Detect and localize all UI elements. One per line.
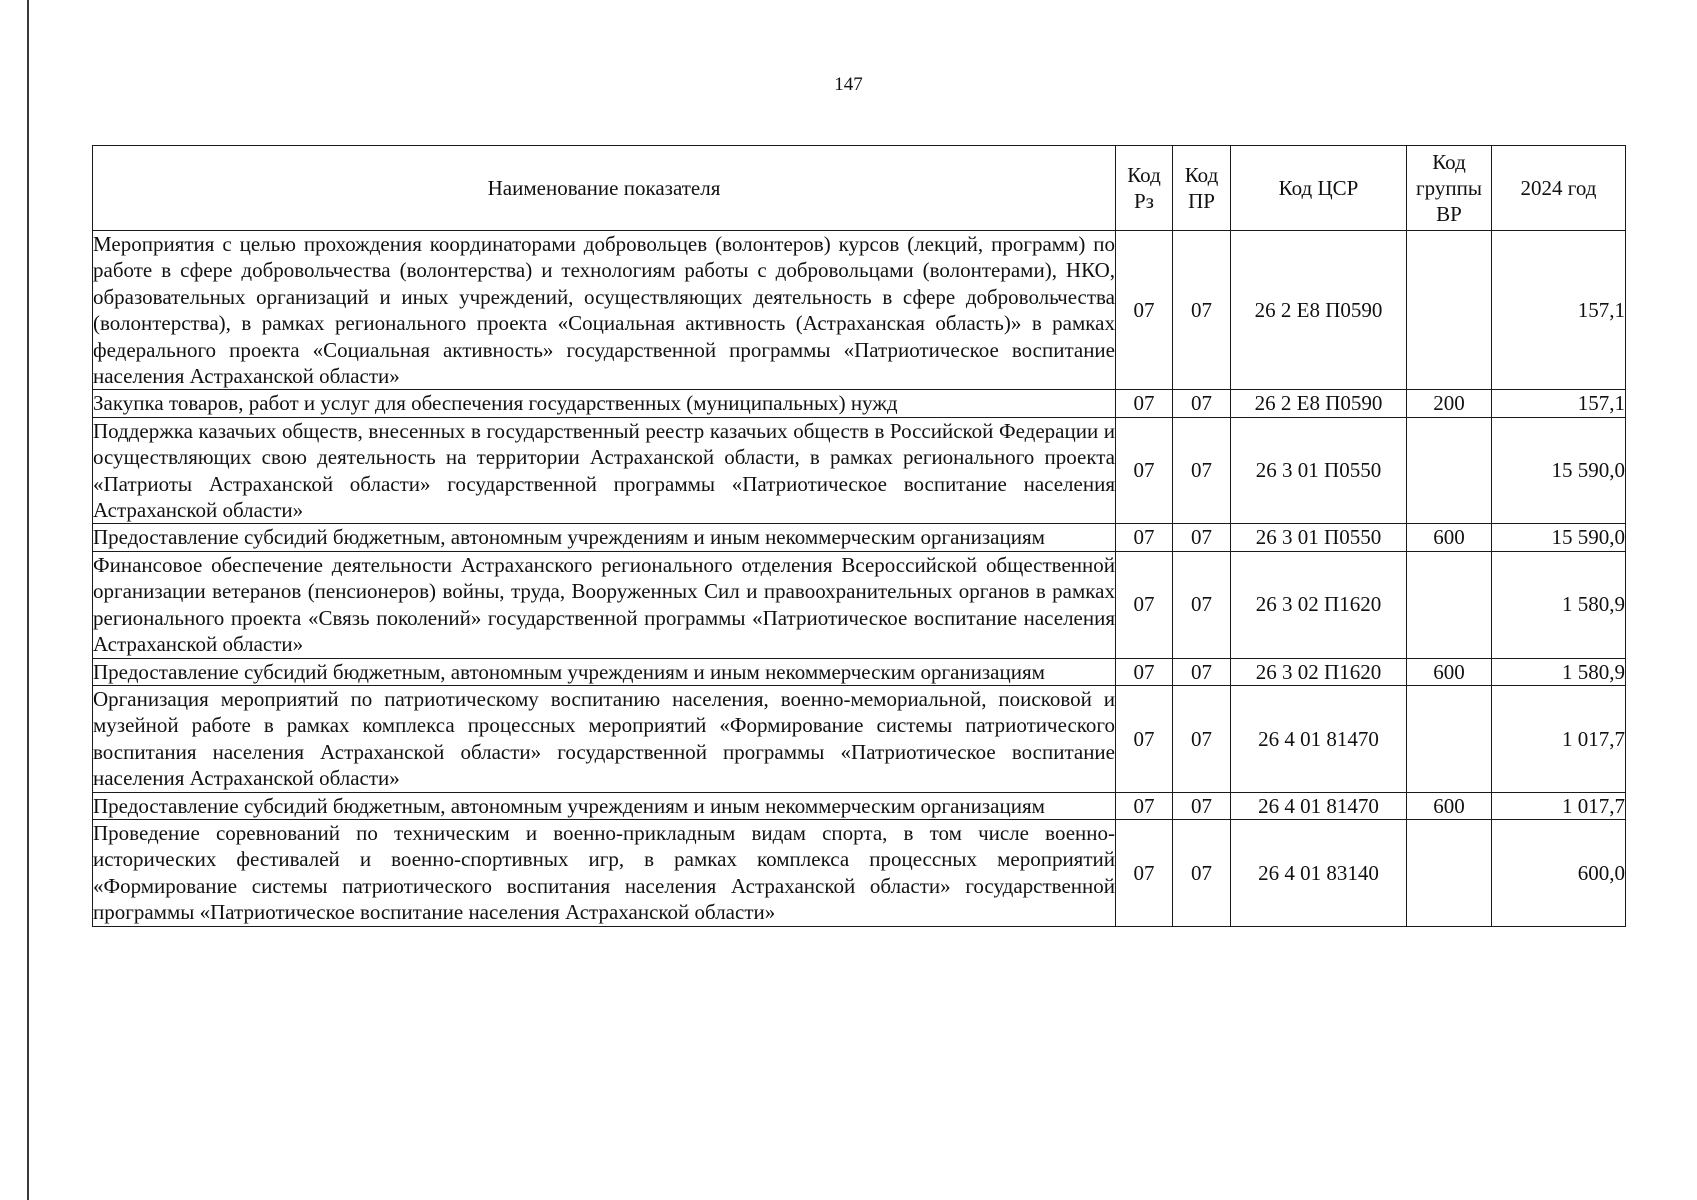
row-csr: 26 4 01 81470: [1231, 792, 1407, 819]
table-row: [93, 524, 1626, 551]
row-amount: 1 017,7: [1492, 685, 1626, 792]
row-csr: 26 3 02 П1620: [1231, 658, 1407, 685]
row-pr: 07: [1173, 685, 1231, 792]
row-name: Предоставление субсидий бюджетным, автономным учреждениям и иным некоммерческим организациям: [93, 792, 1116, 819]
row-name: Проведение соревнований по техническим и военно-прикладным видам спорта, в том числе военно-исторических фестивалей и военно-спортивных игр, в рамках комплекса процессных мероприятий «Формирование системы патриотического воспитания населения Астраханской области» государственной программы «Патриотическое воспитание населения Астраханской области»: [93, 820, 1115, 925]
row-pr: 07: [1173, 792, 1231, 819]
header-name: Наименование показателя: [93, 146, 1116, 231]
row-name: Поддержка казачьих обществ, внесенных в государственный реестр казачьих обществ в Российской Федерации и осуществляющих свою деятельность на территории Астраханской области, в рамках регионального проекта «Патриоты Астраханской области» государственной программы «Патриотическое воспитание населения Астраханской области»: [93, 418, 1115, 523]
row-amount: 15 590,0: [1492, 417, 1626, 524]
row-csr: 26 3 01 П0550: [1231, 417, 1407, 524]
header-rz: Код Рз: [1116, 146, 1173, 231]
row-amount: 1 580,9: [1492, 658, 1626, 685]
row-vr: 600: [1407, 524, 1492, 551]
row-amount: 157,1: [1492, 231, 1626, 390]
row-pr: 07: [1173, 390, 1231, 417]
row-csr: 26 2 Е8 П0590: [1231, 390, 1407, 417]
page-number: 147: [834, 74, 863, 95]
budget-table: [92, 145, 1626, 927]
header-vr: Код группы ВР: [1407, 146, 1492, 231]
row-rz: 07: [1116, 231, 1173, 390]
row-rz: 07: [1116, 417, 1173, 524]
header-pr: Код ПР: [1173, 146, 1231, 231]
row-vr: 600: [1407, 658, 1492, 685]
table-row: [93, 231, 1626, 390]
row-rz: 07: [1116, 685, 1173, 792]
row-name: Предоставление субсидий бюджетным, автономным учреждениям и иным некоммерческим организациям: [93, 658, 1116, 685]
row-rz: 07: [1116, 390, 1173, 417]
row-amount: 157,1: [1492, 390, 1626, 417]
header-csr: Код ЦСР: [1231, 146, 1407, 231]
row-vr: 200: [1407, 390, 1492, 417]
row-csr: 26 4 01 83140: [1231, 819, 1407, 926]
row-csr: 26 3 01 П0550: [1231, 524, 1407, 551]
row-name: Организация мероприятий по патриотическому воспитанию населения, военно-мемориальной, поисковой и музейной работе в рамках комплекса процессных мероприятий «Формирование системы патриотического воспитания населения Астраханской области» государственной программы «Патриотическое воспитание населения Астраханской области»: [93, 686, 1115, 791]
row-pr: 07: [1173, 524, 1231, 551]
table-row: [93, 417, 1626, 524]
row-rz: 07: [1116, 792, 1173, 819]
row-amount: 1 017,7: [1492, 792, 1626, 819]
row-csr: 26 2 Е8 П0590: [1231, 231, 1407, 390]
row-vr: [1407, 685, 1492, 792]
row-rz: 07: [1116, 524, 1173, 551]
row-amount: 1 580,9: [1492, 551, 1626, 658]
table-row: [93, 792, 1626, 819]
row-amount: 600,0: [1492, 819, 1626, 926]
header-year: 2024 год: [1492, 146, 1626, 231]
row-rz: 07: [1116, 658, 1173, 685]
left-margin-line: [27, 0, 29, 1200]
table-row: [93, 551, 1626, 658]
row-csr: 26 4 01 81470: [1231, 685, 1407, 792]
row-amount: 15 590,0: [1492, 524, 1626, 551]
row-vr: [1407, 551, 1492, 658]
row-pr: 07: [1173, 417, 1231, 524]
row-vr: [1407, 819, 1492, 926]
table-row: [93, 390, 1626, 417]
row-name: Мероприятия с целью прохождения координаторами добровольцев (волонтеров) курсов (лекций, программ) по работе в сфере добровольчества (волонтерства) и технологиям работы с добровольцами (волонтерами), НКО, образовательных организаций и иных учреждений, осуществляющих деятельность в сфере добровольчества (волонтерства), в рамках регионального проекта «Социальная активность (Астраханская область)» в рамках федерального проекта «Социальная активность» государственной программы «Патриотическое воспитание населения Астраханской области»: [93, 232, 1115, 389]
row-rz: 07: [1116, 551, 1173, 658]
table-header-row: [93, 146, 1626, 231]
row-rz: 07: [1116, 819, 1173, 926]
row-pr: 07: [1173, 231, 1231, 390]
table-row: [93, 685, 1626, 792]
row-vr: 600: [1407, 792, 1492, 819]
row-name: Предоставление субсидий бюджетным, автономным учреждениям и иным некоммерческим организациям: [93, 524, 1116, 551]
row-csr: 26 3 02 П1620: [1231, 551, 1407, 658]
row-vr: [1407, 417, 1492, 524]
table-row: [93, 658, 1626, 685]
row-vr: [1407, 231, 1492, 390]
table-row: [93, 819, 1626, 926]
row-pr: 07: [1173, 551, 1231, 658]
row-name: Финансовое обеспечение деятельности Астраханского регионального отделения Всероссийской общественной организации ветеранов (пенсионеров) войны, труда, Вооруженных Сил и правоохранительных органов в рамках регионального проекта «Связь поколений» государственной программы «Патриотическое воспитание населения Астраханской области»: [93, 552, 1115, 657]
row-pr: 07: [1173, 658, 1231, 685]
row-name: Закупка товаров, работ и услуг для обеспечения государственных (муниципальных) нужд: [93, 390, 1116, 417]
row-pr: 07: [1173, 819, 1231, 926]
